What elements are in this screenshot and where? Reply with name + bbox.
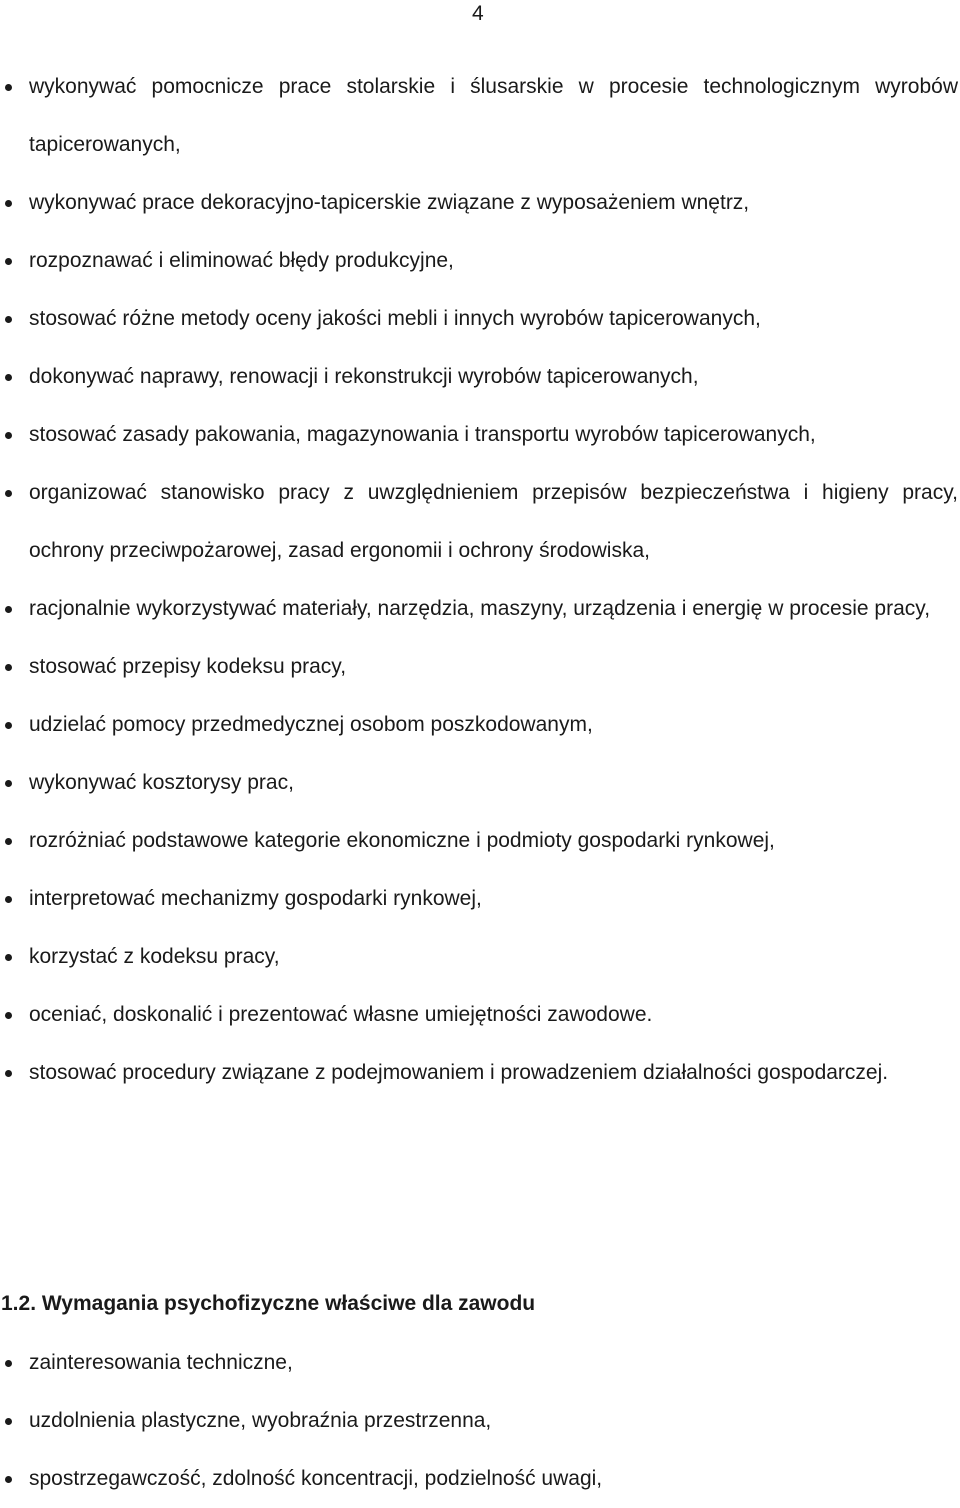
bullet-icon bbox=[5, 722, 12, 729]
bullet-icon bbox=[5, 954, 12, 961]
list-item: rozpoznawać i eliminować błędy produkcyjne, bbox=[0, 232, 960, 290]
bullet-icon bbox=[5, 316, 12, 323]
bullet-icon bbox=[5, 1476, 12, 1483]
list-item: stosować procedury związane z podejmowaniem i prowadzeniem działalności gospodarczej. bbox=[0, 1044, 960, 1102]
list-item: rozróżniać podstawowe kategorie ekonomiczne i podmioty gospodarki rynkowej, bbox=[0, 812, 960, 870]
bullet-icon bbox=[5, 1360, 12, 1367]
bullet-icon bbox=[5, 200, 12, 207]
page-number: 4 bbox=[472, 2, 484, 25]
bullet-icon bbox=[5, 258, 12, 265]
list-item: oceniać, doskonalić i prezentować własne umiejętności zawodowe. bbox=[0, 986, 960, 1044]
bullet-icon bbox=[5, 780, 12, 787]
list-item: spostrzegawczość, zdolność koncentracji, podzielność uwagi, bbox=[0, 1450, 960, 1508]
bullet-icon bbox=[5, 490, 12, 497]
list-item: zainteresowania techniczne, bbox=[0, 1334, 960, 1392]
requirements-list bbox=[0, 1334, 960, 1508]
bullet-icon bbox=[5, 1012, 12, 1019]
list-item: stosować zasady pakowania, magazynowania i transportu wyrobów tapicerowanych, bbox=[0, 406, 960, 464]
list-item: udzielać pomocy przedmedycznej osobom poszkodowanym, bbox=[0, 696, 960, 754]
bullet-icon bbox=[5, 84, 12, 91]
bullet-icon bbox=[5, 664, 12, 671]
list-item: uzdolnienia plastyczne, wyobraźnia przestrzenna, bbox=[0, 1392, 960, 1450]
bullet-icon bbox=[5, 432, 12, 439]
section-heading: 1.2. Wymagania psychofizyczne właściwe dla zawodu bbox=[1, 1292, 536, 1315]
list-item: stosować przepisy kodeksu pracy, bbox=[0, 638, 960, 696]
list-item: korzystać z kodeksu pracy, bbox=[0, 928, 960, 986]
list-item: dokonywać naprawy, renowacji i rekonstrukcji wyrobów tapicerowanych, bbox=[0, 348, 960, 406]
skills-list bbox=[0, 58, 960, 1102]
list-item: racjonalnie wykorzystywać materiały, narzędzia, maszyny, urządzenia i energię w procesie pracy, bbox=[0, 580, 960, 638]
list-item: organizować stanowisko pracy z uwzględnieniem przepisów bezpieczeństwa i higieny pracy, ochrony przeciwpożarowej, zasad ergonomii i ochrony środowiska, bbox=[0, 464, 960, 580]
list-item: wykonywać pomocnicze prace stolarskie i ślusarskie w procesie technologicznym wyrobów tapicerowanych, bbox=[0, 58, 960, 174]
bullet-icon bbox=[5, 1070, 12, 1077]
list-item: wykonywać prace dekoracyjno-tapicerskie związane z wyposażeniem wnętrz, bbox=[0, 174, 960, 232]
bullet-icon bbox=[5, 1418, 12, 1425]
list-item: wykonywać kosztorysy prac, bbox=[0, 754, 960, 812]
bullet-icon bbox=[5, 374, 12, 381]
bullet-icon bbox=[5, 838, 12, 845]
bullet-icon bbox=[5, 606, 12, 613]
list-item: stosować różne metody oceny jakości mebli i innych wyrobów tapicerowanych, bbox=[0, 290, 960, 348]
bullet-icon bbox=[5, 896, 12, 903]
list-item: interpretować mechanizmy gospodarki rynkowej, bbox=[0, 870, 960, 928]
